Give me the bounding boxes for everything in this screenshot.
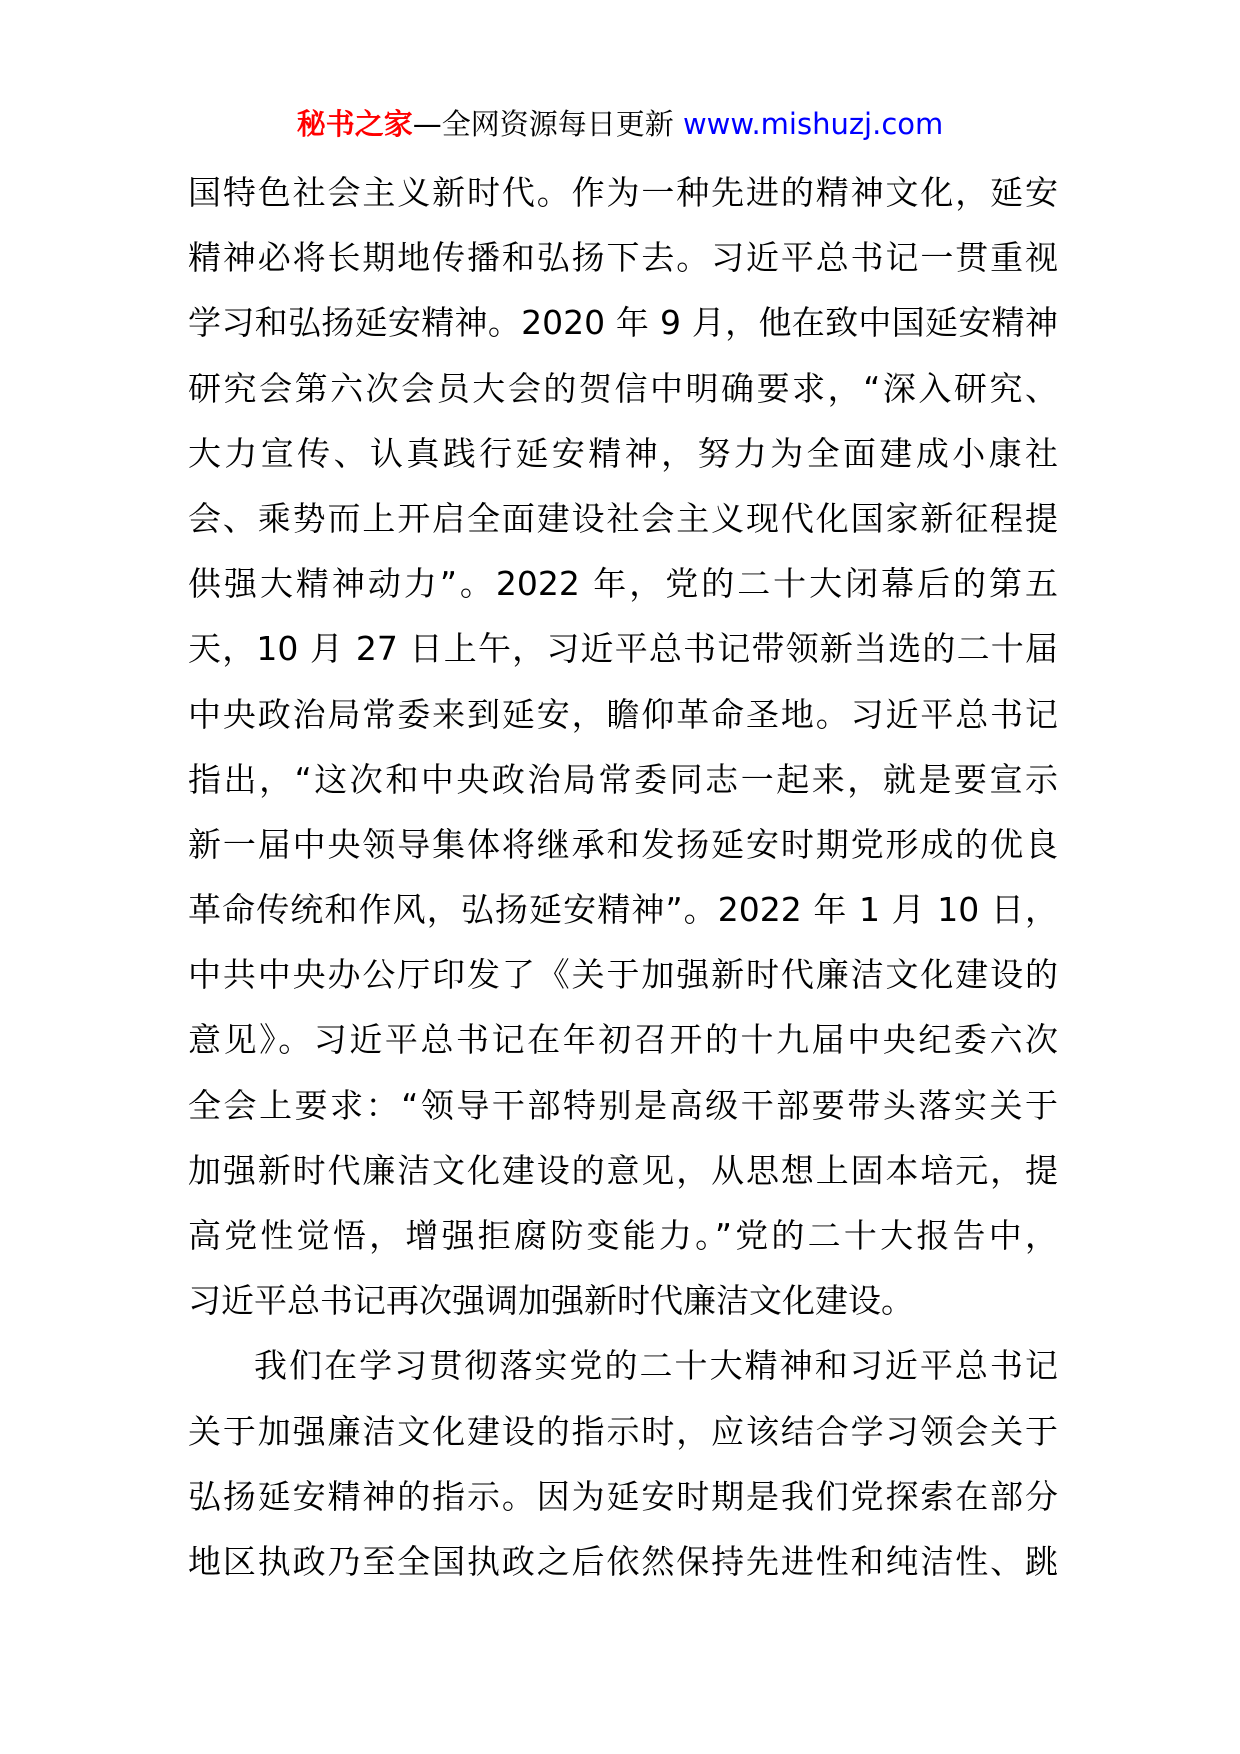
text-line: 学习和弘扬延安精神。2020 年 9 月，他在致中国延安精神 <box>188 303 1058 343</box>
text-line: 大力宣传、认真践行延安精神，努力为全面建成小康社 <box>188 433 1058 473</box>
text-line: 新一届中央领导集体将继承和发扬延安时期党形成的优良 <box>188 824 1058 864</box>
text-line: 国特色社会主义新时代。作为一种先进的精神文化，延安 <box>188 173 1058 212</box>
text-line: 中央政治局常委来到延安，瞻仰革命圣地。习近平总书记 <box>188 694 1058 734</box>
text-line: 指出，“这次和中央政治局常委同志一起来，就是要宣示 <box>188 759 1058 799</box>
text-line: 全会上要求：“领导干部特别是高级干部要带头落实关于 <box>188 1085 1058 1125</box>
text-line: 关于加强廉洁文化建设的指示时，应该结合学习领会关于 <box>188 1411 1058 1451</box>
text-line: 革命传统和作风，弘扬延安精神”。2022 年 1 月 10 日， <box>188 890 1058 930</box>
text-line: 高党性觉悟，增强拒腐防变能力。”党的二十大报告中， <box>188 1216 1058 1255</box>
website-link[interactable]: www.mishuzj.com <box>682 107 944 141</box>
text-line: 天，10 月 27 日上午，习近平总书记带领新当选的二十届 <box>188 629 1058 669</box>
paragraph-1 <box>188 160 1058 1333</box>
header-tagline: —全网资源每日更新 <box>412 107 683 141</box>
text-line: 会、乘势而上开启全面建设社会主义现代化国家新征程提 <box>188 498 1058 538</box>
text-line: 精神必将长期地传播和弘扬下去。习近平总书记一贯重视 <box>188 238 1058 278</box>
text-line: 研究会第六次会员大会的贺信中明确要求，“深入研究、 <box>188 368 1058 408</box>
text-line: 加强新时代廉洁文化建设的意见，从思想上固本培元，提 <box>188 1150 1058 1190</box>
paragraph-2 <box>188 1333 1058 1594</box>
brand-name: 秘书之家 <box>296 107 413 141</box>
text-line: 中共中央办公厅印发了《关于加强新时代廉洁文化建设的 <box>188 955 1058 995</box>
text-line: 弘扬延安精神的指示。因为延安时期是我们党探索在部分 <box>188 1476 1058 1516</box>
text-line: 习近平总书记再次强调加强新时代廉洁文化建设。 <box>188 1281 914 1321</box>
page-header <box>0 104 1240 144</box>
text-line: 意见》。习近平总书记在年初召开的十九届中央纪委六次 <box>188 1020 1058 1060</box>
document-body <box>188 160 1058 1594</box>
text-line: 供强大精神动力”。2022 年，党的二十大闭幕后的第五 <box>188 564 1058 604</box>
text-line: 我们在学习贯彻落实党的二十大精神和习近平总书记 <box>254 1346 1058 1386</box>
text-line: 地区执政乃至全国执政之后依然保持先进性和纯洁性、跳 <box>188 1541 1058 1581</box>
